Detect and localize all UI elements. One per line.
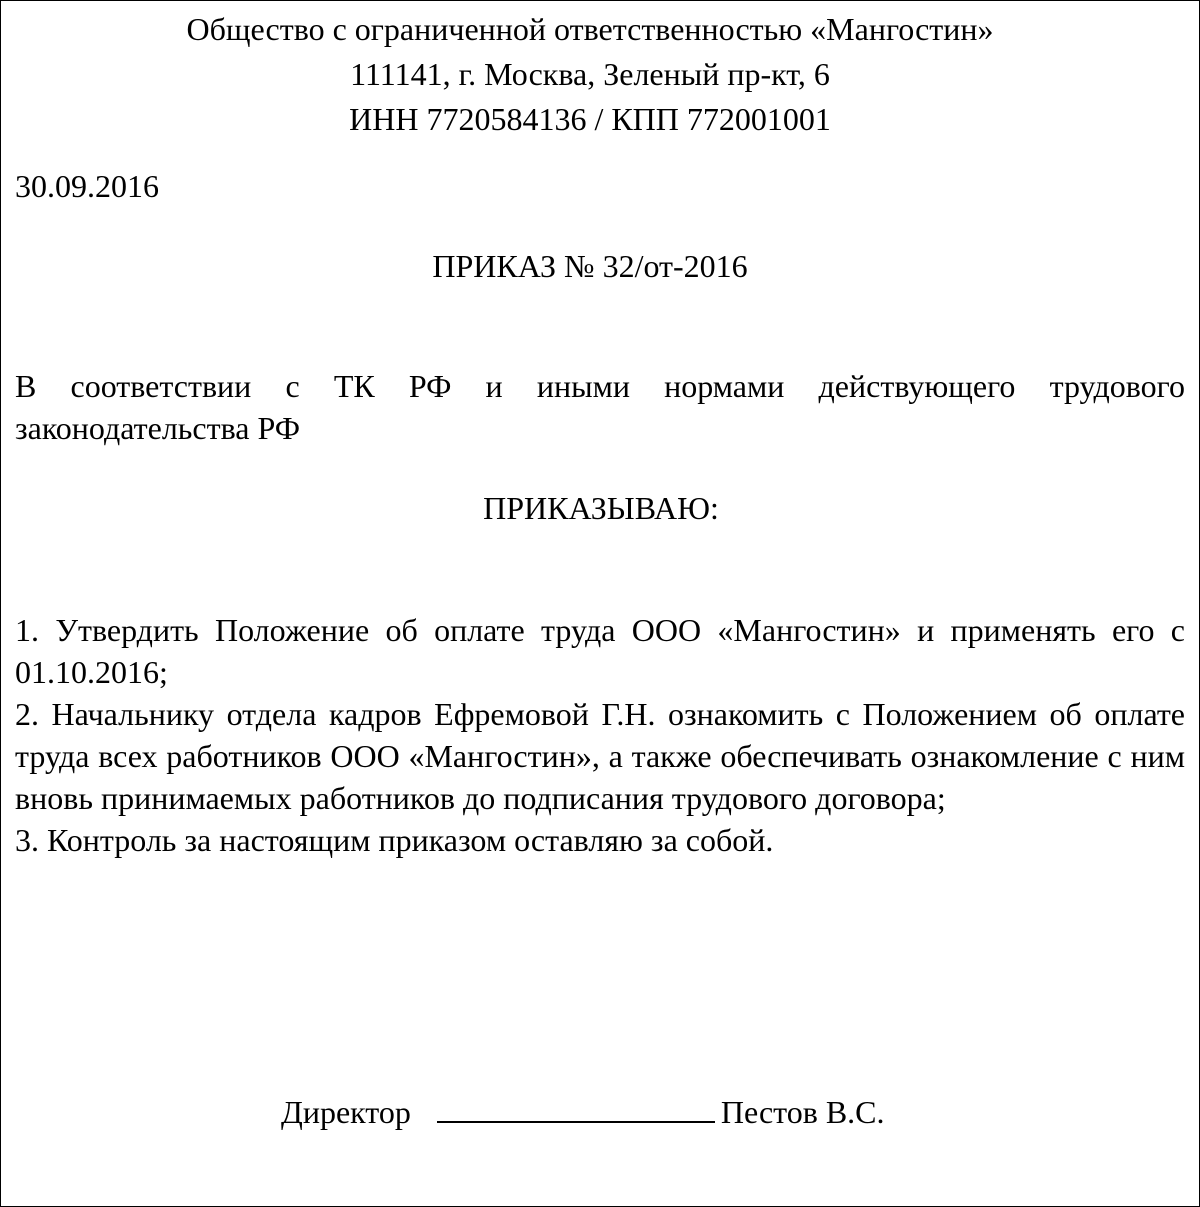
company-tax-ids: ИНН 7720584136 / КПП 772001001 [349, 101, 831, 137]
signature-position: Директор [281, 1094, 411, 1130]
document-date: 30.09.2016 [15, 168, 159, 204]
order-item: 3. Контроль за настоящим приказом оставляю за собой. [15, 822, 774, 858]
signature-block [281, 1090, 885, 1135]
order-item: 2. Начальнику отдела кадров Ефремовой Г.Н. ознакомить с Положением об оплате труда всех работников ООО «Мангостин», а также обеспечивать ознакомление с ним вновь принимаемых работников до подписания трудового договора; [15, 696, 1185, 816]
preamble: В соответствии с ТК РФ и иными нормами действующего трудового законодательства РФ [15, 368, 1185, 446]
signature-name: Пестов В.С. [720, 1094, 885, 1130]
order-verb: ПРИКАЗЫВАЮ: [483, 490, 719, 526]
company-name: Общество с ограниченной ответственностью «Мангостин» [186, 11, 994, 47]
order-item: 1. Утвердить Положение об оплате труда ООО «Мангостин» и применять его с 01.10.2016; [15, 612, 1185, 690]
order-items [15, 609, 1185, 861]
order-title: ПРИКАЗ № 32/от-2016 [432, 248, 748, 284]
company-address: 111141, г. Москва, Зеленый пр-кт, 6 [350, 56, 830, 92]
company-header [1, 7, 1179, 142]
signature-line [437, 1121, 715, 1123]
